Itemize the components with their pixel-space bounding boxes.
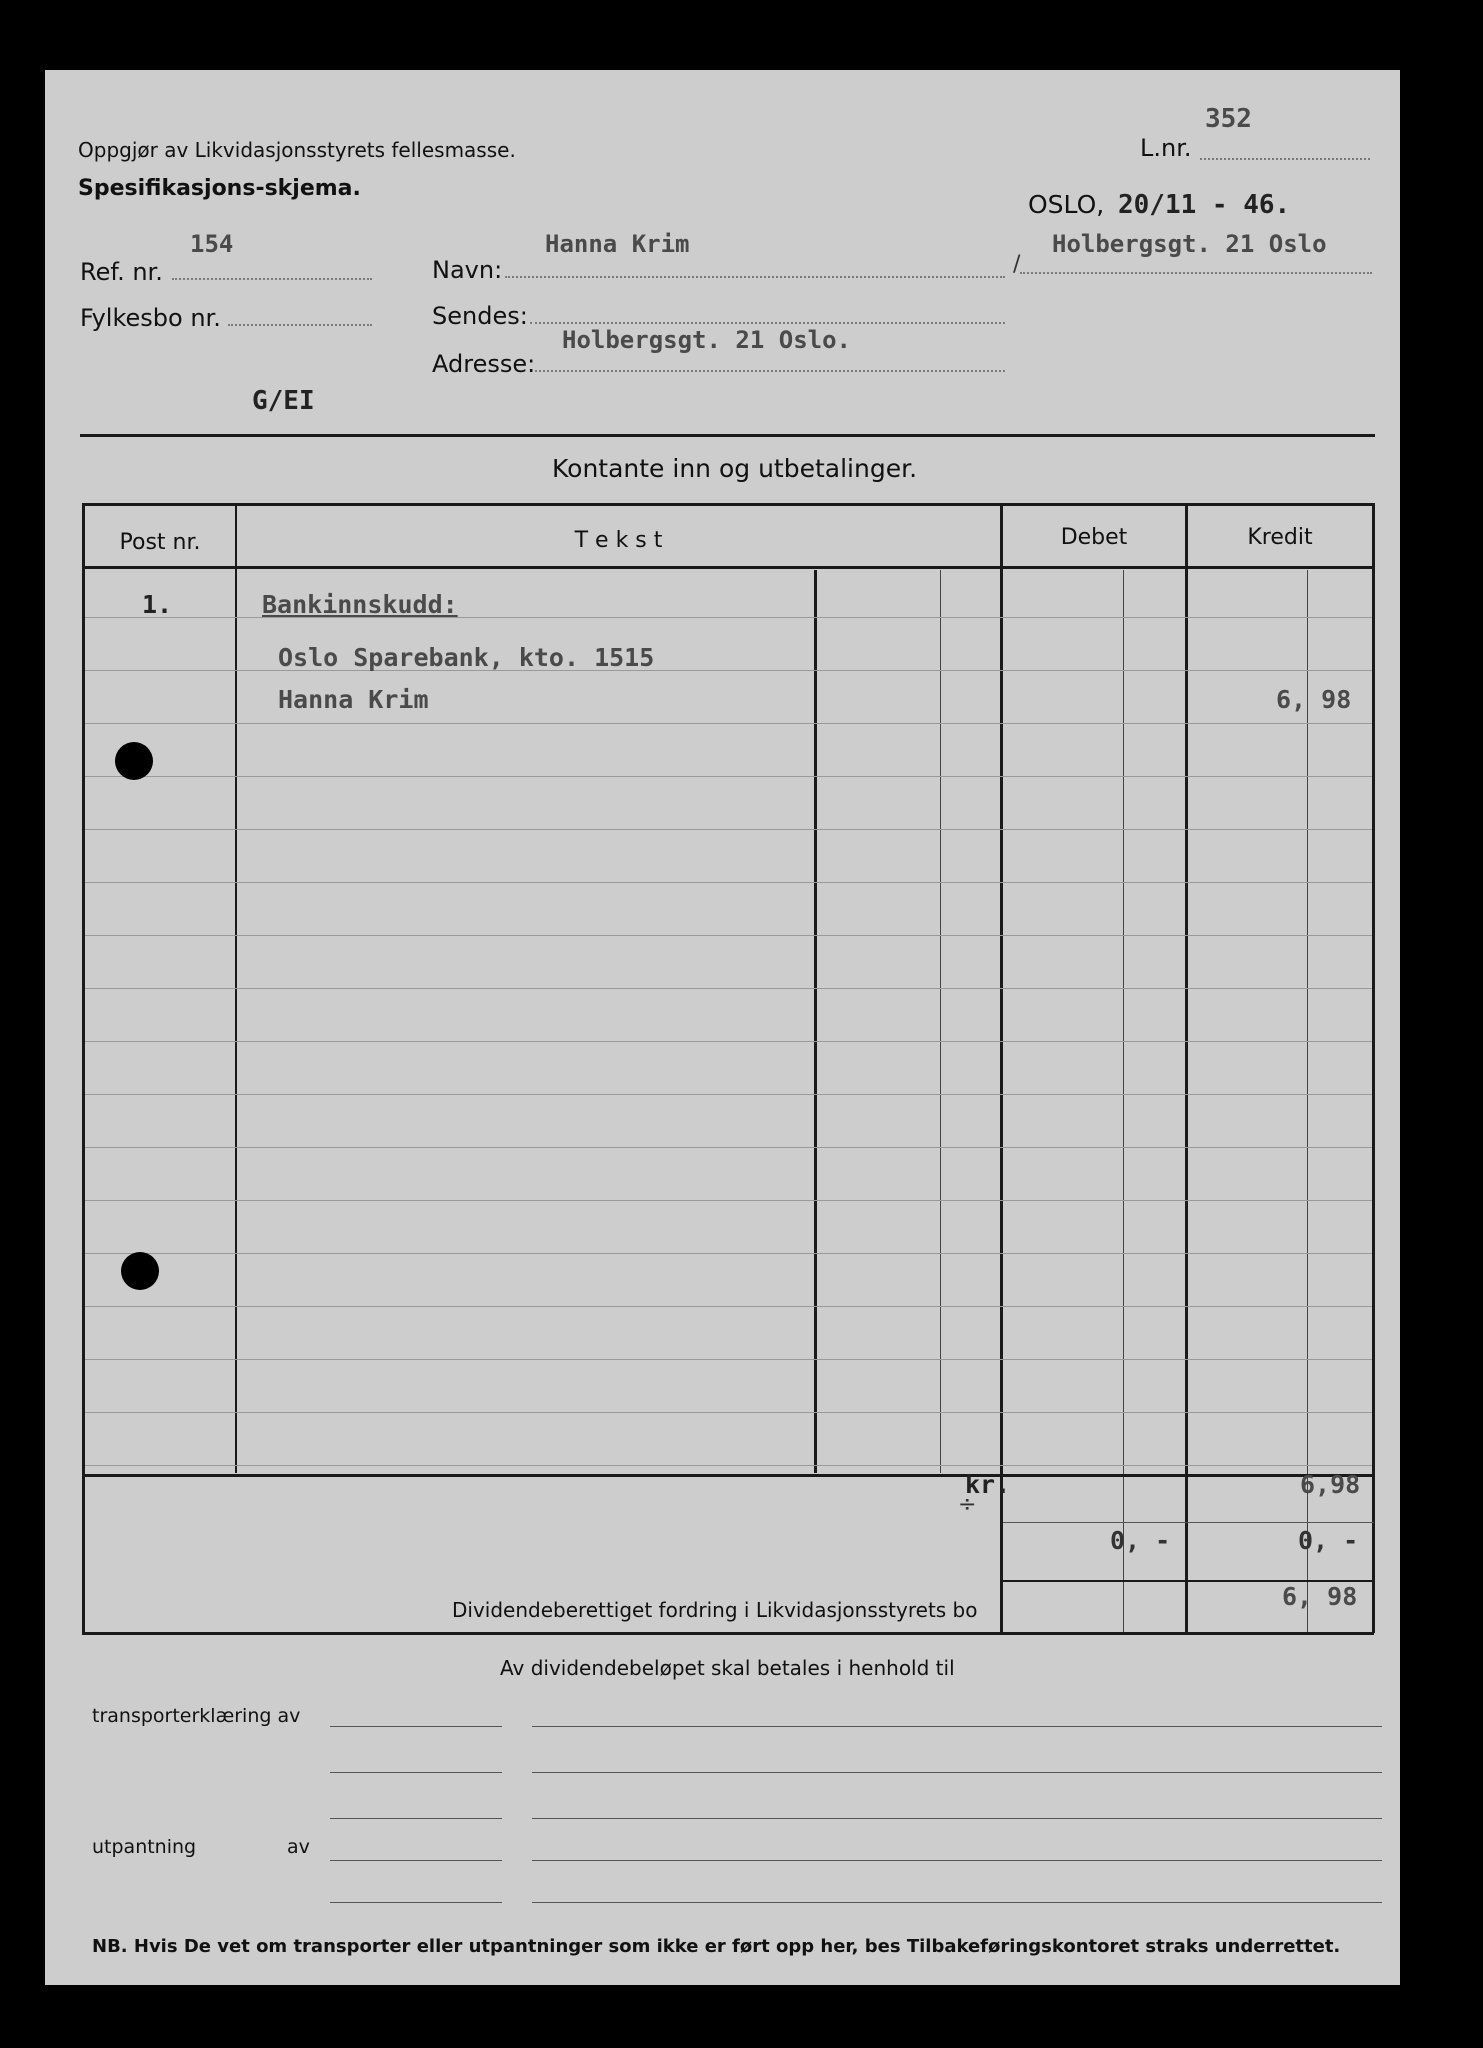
- row-1-post: 1.: [142, 590, 173, 619]
- nb-notice: NB. Hvis De vet om transporter eller utpantninger som ikke er ført opp her, bes Tilbakeføringskontoret straks underrettet.: [92, 1936, 1341, 1957]
- row-3-tekst: Hanna Krim: [278, 685, 429, 714]
- ruled-line: [85, 1306, 1372, 1307]
- ruled-line: [85, 1147, 1372, 1148]
- row-1-tekst: Bankinnskudd:: [262, 590, 458, 619]
- ruled-line: [85, 1465, 1372, 1466]
- document-page: [45, 70, 1400, 1985]
- adresse-value: Holbergsgt. 21 Oslo.: [562, 326, 851, 354]
- table-right-border: [1372, 503, 1375, 1633]
- table-header-bottom: [82, 566, 1374, 569]
- table-top-border: [82, 503, 1374, 506]
- navn-line: [505, 276, 1005, 278]
- kredit-final: 6, 98: [1282, 1582, 1358, 1611]
- col-tekst-header: T e k s t: [574, 528, 663, 553]
- adresse-label: Adresse:: [432, 350, 536, 378]
- ruled-line: [85, 1200, 1372, 1201]
- adresse-line: [535, 370, 1005, 372]
- col-post-header: Post nr.: [119, 530, 201, 555]
- table-left-border: [82, 503, 85, 1633]
- ruled-line: [85, 829, 1372, 830]
- debet-minus: 0, -: [1110, 1526, 1171, 1555]
- kredit-total: 6,98: [1300, 1470, 1361, 1499]
- navn-address: Holbergsgt. 21 Oslo: [1052, 230, 1327, 258]
- totals-top-rule: [82, 1474, 1374, 1477]
- tekst-sub-divider1: [814, 570, 817, 1473]
- navn-address-line: [1020, 272, 1372, 274]
- section-rule: [80, 434, 1375, 437]
- footer-short-line: [330, 1818, 502, 1819]
- ruled-line: [85, 935, 1372, 936]
- col-kredit-header: Kredit: [1247, 525, 1313, 550]
- table-bottom-border: [82, 1632, 1374, 1635]
- lnr-line: [1200, 158, 1370, 160]
- ref-value: 154: [190, 230, 234, 258]
- utpantning-av-label: av: [287, 1836, 310, 1858]
- form-title: Oppgjør av Likvidasjonsstyrets fellesmasse.: [78, 138, 516, 162]
- footer-long-line: [532, 1772, 1382, 1773]
- footer-long-line: [532, 1860, 1382, 1861]
- ref-line: [172, 278, 372, 280]
- dividend-label: Dividendeberettiget fordring i Likvidasjonsstyrets bo: [452, 1598, 978, 1622]
- ruled-line: [85, 723, 1372, 724]
- kredit-minus: 0, -: [1298, 1526, 1359, 1555]
- kredit-col-left: [1185, 503, 1188, 1633]
- ruled-line: [85, 776, 1372, 777]
- fylkesbo-label: Fylkesbo nr.: [80, 304, 221, 332]
- footer-long-line: [532, 1726, 1382, 1727]
- ruled-line: [85, 882, 1372, 883]
- city-label: OSLO,: [1028, 190, 1105, 219]
- punch-hole: [115, 742, 153, 780]
- ruled-line: [85, 1412, 1372, 1413]
- ruled-line: [85, 1253, 1372, 1254]
- row-3-kredit: 6, 98: [1276, 685, 1352, 714]
- date-value: 20/11 - 46.: [1118, 190, 1291, 220]
- footer-long-line: [532, 1818, 1382, 1819]
- totals-mid-rule: [1003, 1522, 1374, 1523]
- form-subtitle: Spesifikasjons-skjema.: [78, 176, 361, 201]
- footer-short-line: [330, 1772, 502, 1773]
- kr-label: kr.: [965, 1470, 1011, 1499]
- footer-long-line: [532, 1902, 1382, 1903]
- row-2-tekst: Oslo Sparebank, kto. 1515: [278, 643, 655, 672]
- ref-label: Ref. nr.: [80, 258, 163, 286]
- col-debet-header: Debet: [1060, 525, 1128, 550]
- fylkesbo-line: [228, 324, 372, 326]
- ruled-line: [85, 1041, 1372, 1042]
- navn-label: Navn:: [432, 256, 503, 284]
- tekst-sub-divider2: [940, 570, 941, 1473]
- lnr-value: 352: [1205, 104, 1252, 134]
- utpantning-label: utpantning: [92, 1836, 197, 1858]
- footer-short-line: [330, 1726, 502, 1727]
- lnr-label: L.nr.: [1140, 134, 1192, 162]
- sendes-line: [530, 322, 1005, 324]
- slash-divider: /: [1013, 252, 1021, 277]
- section-title: Kontante inn og utbetalinger.: [552, 454, 918, 483]
- punch-hole: [121, 1252, 159, 1290]
- debet-col-left: [1000, 503, 1003, 1633]
- navn-value: Hanna Krim: [545, 230, 690, 258]
- ruled-line: [85, 988, 1372, 989]
- dividend-note: Av dividendebeløpet skal betales i henhold til: [500, 1656, 955, 1680]
- ruled-line: [85, 1359, 1372, 1360]
- footer-short-line: [330, 1860, 502, 1861]
- transport-label: transporterklæring av: [92, 1705, 301, 1727]
- footer-short-line: [330, 1902, 502, 1903]
- ruled-line: [85, 1094, 1372, 1095]
- minus-sign: ÷: [958, 1492, 977, 1517]
- code-value: G/EI: [252, 386, 315, 416]
- sendes-label: Sendes:: [432, 302, 528, 330]
